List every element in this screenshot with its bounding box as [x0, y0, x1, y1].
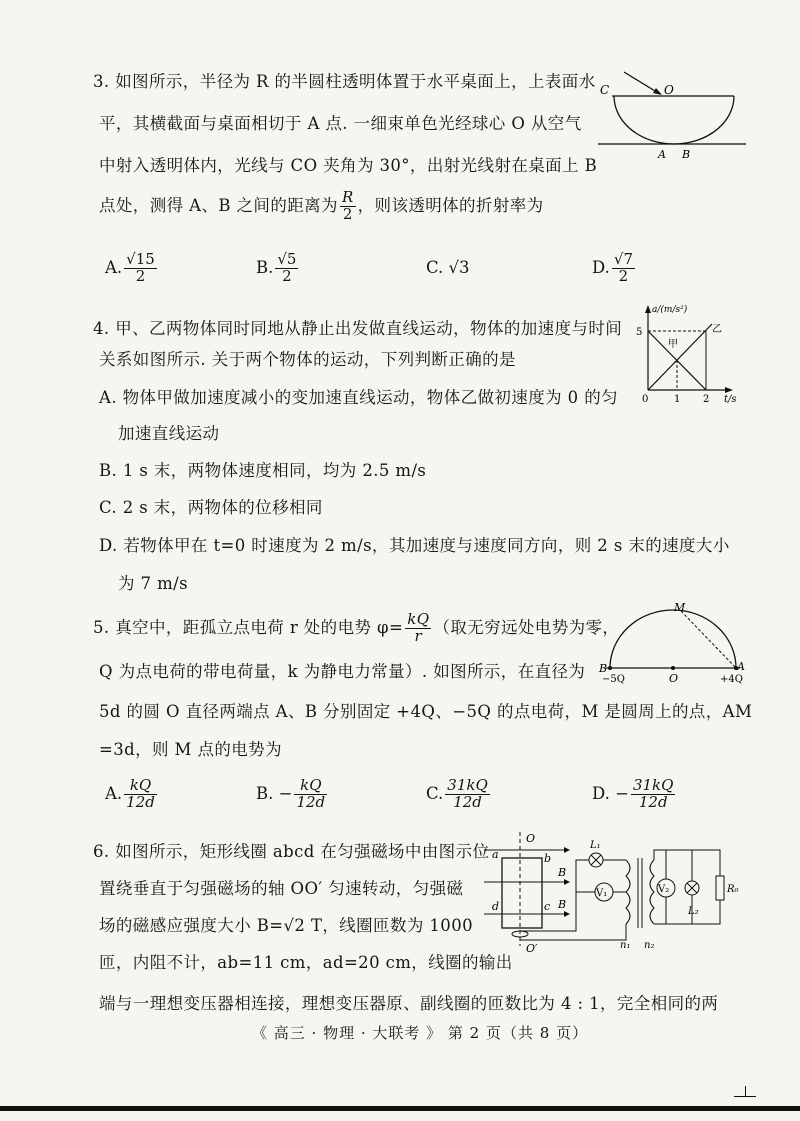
- q6-field-arrow-3: [564, 911, 570, 917]
- q5-option-a-den: 12d: [126, 792, 155, 811]
- q6-label-n2: n₂: [644, 940, 655, 951]
- q5-label-m: M: [674, 602, 686, 614]
- q5-option-a-num: kQ: [124, 778, 157, 795]
- q6-coil: [502, 858, 542, 928]
- q3-option-d-frac: [612, 252, 635, 285]
- q3-option-c-value: √3: [448, 258, 470, 277]
- corner-mark-stem: [745, 1086, 746, 1097]
- q3-option-b-den: 2: [282, 266, 292, 285]
- q3-semicircle: [614, 96, 734, 144]
- q5-option-d-num: 31kQ: [632, 776, 674, 794]
- q3-option-a-num: √15: [126, 250, 155, 268]
- q4-option-d-line-1[interactable]: D. 若物体甲在 t=0 时速度为 2 m/s，其加速度与速度同方向，则 2 s 末的速度大小: [99, 536, 730, 555]
- q6-wire-primary-bottom: [520, 924, 626, 940]
- q3-frac-num: R: [341, 188, 354, 206]
- q6-field-arrow-2: [564, 879, 570, 885]
- q5-option-b-label: B. −: [256, 783, 293, 803]
- q5-option-c[interactable]: [426, 778, 492, 811]
- q5-option-d-frac: [631, 778, 675, 811]
- q5-figure: [598, 602, 748, 686]
- q5-label-b: B: [599, 662, 608, 675]
- q3-line-1: 3. 如图所示，半径为 R 的半圆柱透明体置于水平桌面上，上表面水: [93, 72, 596, 91]
- q4-option-a-line-1[interactable]: A. 物体甲做加速度减小的变加速直线运动，物体乙做初速度为 0 的匀: [99, 388, 618, 407]
- q3-option-a-den: 2: [135, 266, 146, 285]
- q3-ray-arrow: [653, 88, 662, 95]
- q4-line-yi: [648, 324, 712, 390]
- q6-label-c: c: [544, 900, 551, 913]
- q4-graph: [628, 300, 748, 406]
- q6-label-o: O: [526, 832, 536, 845]
- q3-fraction: [340, 190, 356, 223]
- q6-label-oprime: O′: [526, 942, 538, 954]
- q3-option-d-num: √7: [613, 250, 633, 268]
- q3-option-d-label: D.: [592, 257, 610, 277]
- q3-option-c[interactable]: [426, 258, 470, 277]
- q3-option-b[interactable]: [256, 252, 300, 285]
- page-footer: 《 高三 · 物理 · 大联考 》 第 2 页（共 8 页）: [252, 1024, 589, 1042]
- q3-line-4a: 点处，测得 A、B 之间的距离为: [99, 195, 338, 215]
- q3-option-a[interactable]: [105, 252, 159, 285]
- q5-option-b-den: 12d: [296, 792, 326, 811]
- q4-option-a-line-2[interactable]: 加速直线运动: [118, 424, 220, 443]
- q5-option-a-label: A.: [105, 783, 123, 803]
- q3-option-a-frac: [124, 252, 157, 285]
- q6-field-arrow-1: [564, 847, 570, 853]
- q4-tick-1: 1: [674, 394, 681, 405]
- q5-option-c-num: 31kQ: [447, 776, 488, 794]
- q6-primary-coil: [626, 860, 630, 924]
- q6-label-d: d: [492, 900, 500, 913]
- q5-option-b[interactable]: [256, 778, 329, 811]
- q6-label-v2: V₂: [658, 884, 670, 895]
- q5-option-b-frac: [294, 778, 327, 811]
- q6-line-4: 匝，内阻不计，ab=11 cm，ad=20 cm，线圈的输出: [99, 953, 513, 972]
- q4-x-label: t/s: [724, 394, 737, 405]
- q5-center-point: [671, 666, 675, 670]
- q3-fig-label-a: A: [658, 148, 666, 161]
- q4-line-1: 4. 甲、乙两物体同时同地从静止出发做直线运动，物体的加速度与时间: [93, 319, 623, 338]
- q5-line-1b: （取无穷远处电势为零，: [433, 617, 620, 637]
- q5-label-plus4q: +4Q: [720, 674, 743, 685]
- q5-option-d-label: D. −: [592, 783, 629, 803]
- bottom-scan-bar: [0, 1106, 800, 1111]
- q6-label-l2: L₂: [688, 906, 699, 917]
- q5-option-a[interactable]: [105, 778, 159, 811]
- q3-line-3: 中射入透明体内，光线与 CO 夹角为 30°，出射光线射在桌面上 B: [99, 156, 598, 175]
- q5-option-d-den: 12d: [638, 792, 668, 811]
- q6-label-b1: B: [558, 866, 567, 879]
- q6-label-b2: B: [558, 898, 567, 911]
- q5-frac-den: r: [414, 626, 423, 645]
- q3-line-4: [99, 190, 544, 223]
- q3-fig-label-b: B: [682, 148, 691, 161]
- q6-line-5: 端与一理想变压器相连接，理想变压器原、副线圈的匝数比为 4 : 1，完全相同的两: [99, 994, 719, 1013]
- q6-line-3: 场的磁感应强度大小 B=√2 T，线圈匝数为 1000: [99, 916, 473, 935]
- q4-y-arrow: [645, 305, 651, 313]
- q5-line-4: =3d，则 M 点的电势为: [99, 740, 282, 759]
- q4-tick-2: 2: [703, 394, 710, 405]
- q4-line-2: 关系如图所示. 关于两个物体的运动，下列判断正确的是: [99, 350, 516, 369]
- q4-option-b[interactable]: B. 1 s 末，两物体速度相同，均为 2.5 m/s: [99, 461, 427, 480]
- q5-option-b-num: kQ: [294, 778, 327, 795]
- q6-resistor-r0: [716, 876, 724, 900]
- q5-option-c-den: 12d: [453, 792, 482, 811]
- q5-label-a: A: [737, 660, 745, 673]
- q6-label-r0: R₀: [727, 884, 739, 895]
- q5-line-3: 5d 的圆 O 直径两端点 A、B 分别固定 +4Q、−5Q 的点电荷，M 是圆周上的点，AM: [99, 702, 753, 721]
- q3-figure: [598, 66, 748, 162]
- q4-label-jia: 甲: [668, 339, 678, 350]
- q5-label-o: O: [669, 672, 679, 685]
- q3-line-4b: ，则该透明体的折射率为: [357, 195, 544, 215]
- q6-label-b: b: [544, 852, 552, 865]
- q6-label-n1: n₁: [620, 940, 631, 951]
- q4-y-label: a/(m/s²): [652, 305, 688, 315]
- q3-option-b-label: B.: [256, 257, 274, 277]
- q3-fig-label-o: O: [664, 83, 674, 97]
- q3-option-d[interactable]: [592, 252, 637, 285]
- q5-label-minus5q: −5Q: [602, 674, 625, 685]
- q3-option-b-num: √5: [277, 250, 297, 268]
- q4-option-c[interactable]: C. 2 s 末，两物体的位移相同: [99, 498, 323, 517]
- q6-label-a: a: [492, 848, 499, 861]
- q5-option-c-frac: [445, 778, 489, 811]
- q5-fraction: [405, 612, 431, 645]
- q5-option-c-label: C.: [426, 783, 444, 803]
- q5-line-1: [93, 612, 619, 645]
- q3-option-a-label: A.: [105, 257, 123, 277]
- q4-label-yi: 乙: [712, 324, 722, 335]
- q3-option-c-label: C.: [426, 258, 444, 277]
- q6-circuit-figure: [480, 828, 742, 954]
- q5-semicircle: [610, 610, 736, 668]
- q5-line-1a: 5. 真空中，距孤立点电荷 r 处的电势 φ=: [93, 617, 404, 637]
- q4-option-d-line-2[interactable]: 为 7 m/s: [118, 574, 188, 593]
- q3-line-2: 平，其横截面与桌面相切于 A 点. 一细束单色光经球心 O 从空气: [99, 114, 582, 133]
- q4-tick-0: 0: [642, 394, 649, 405]
- q5-point-b: [608, 666, 612, 670]
- q3-option-b-frac: [275, 252, 298, 285]
- q4-tick-5: 5: [636, 327, 643, 338]
- q6-label-l1: L₁: [590, 840, 601, 851]
- q6-line-1: 6. 如图所示，矩形线圈 abcd 在匀强磁场中由图示位: [93, 842, 490, 861]
- q6-secondary-coil: [650, 860, 654, 924]
- q3-option-d-den: 2: [618, 266, 629, 285]
- q6-label-v1: V₁: [596, 888, 608, 899]
- q5-option-d[interactable]: [592, 778, 677, 811]
- q6-line-2: 置绕垂直于匀强磁场的轴 OO′ 匀速转动，匀强磁: [99, 879, 464, 898]
- q4-x-arrow: [725, 387, 733, 393]
- q5-frac-num: kQ: [407, 610, 430, 628]
- q5-option-a-frac: [124, 778, 157, 811]
- q3-frac-den: 2: [342, 204, 353, 223]
- q5-line-2: Q 为点电荷的带电荷量，k 为静电力常量）. 如图所示，在直径为: [99, 662, 586, 681]
- q3-fig-label-c: C: [600, 83, 610, 97]
